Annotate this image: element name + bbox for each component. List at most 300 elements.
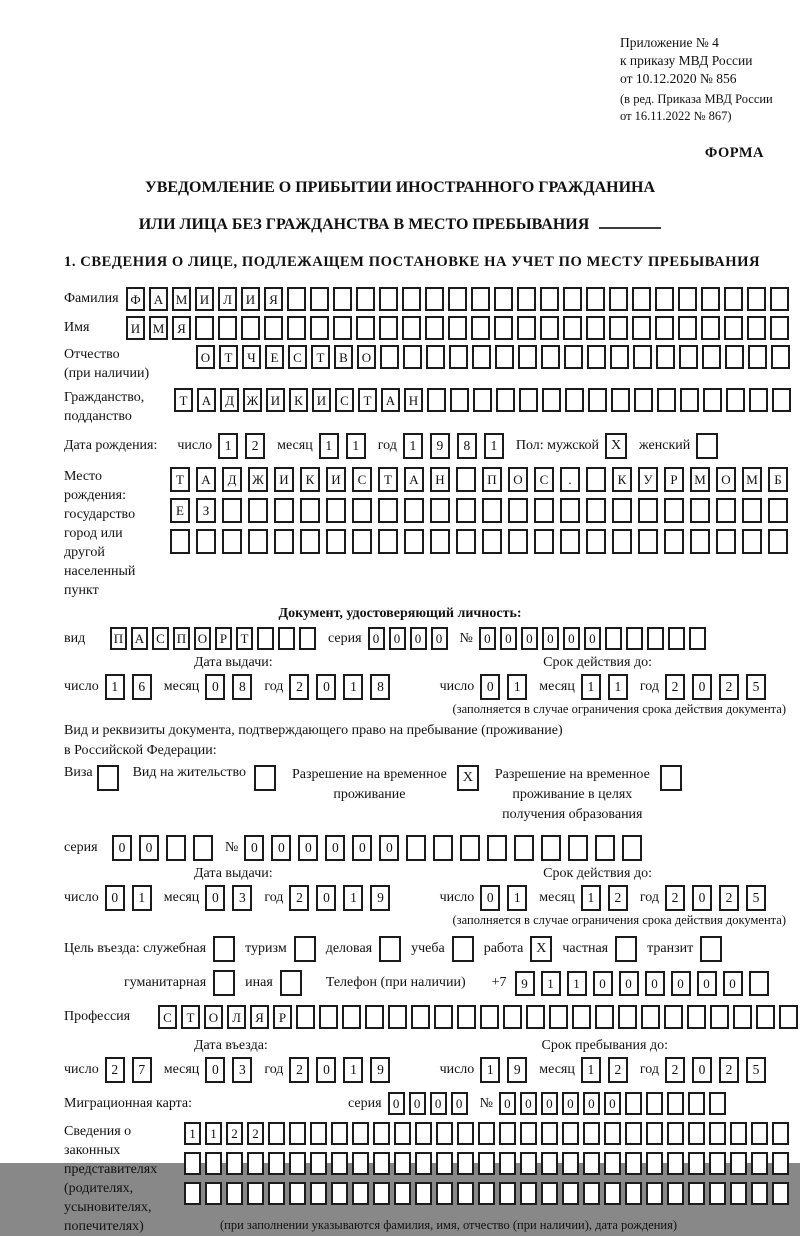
char-cell[interactable]: 0	[431, 627, 448, 650]
char-cell[interactable]: Ч	[242, 345, 261, 369]
char-cell[interactable]	[472, 345, 491, 369]
char-cell[interactable]	[632, 287, 651, 311]
purpose-official-checkbox[interactable]	[213, 936, 235, 962]
char-cell[interactable]: 0	[139, 835, 159, 861]
char-cell[interactable]: Я	[250, 1005, 269, 1029]
char-cell[interactable]	[494, 287, 513, 311]
char-cell[interactable]	[689, 627, 706, 650]
char-cell[interactable]: 0	[593, 971, 613, 996]
char-cell[interactable]: 0	[389, 627, 406, 650]
id-expiry-month[interactable]	[581, 674, 628, 700]
char-cell[interactable]: 8	[457, 433, 477, 459]
char-cell[interactable]: 2	[245, 433, 265, 459]
char-cell[interactable]	[184, 1152, 201, 1175]
char-cell[interactable]	[612, 529, 632, 554]
birthplace-field-row3[interactable]	[170, 529, 788, 554]
char-cell[interactable]	[457, 1122, 474, 1145]
char-cell[interactable]	[222, 529, 242, 554]
char-cell[interactable]	[604, 1122, 621, 1145]
char-cell[interactable]: 0	[520, 1092, 537, 1115]
char-cell[interactable]: Л	[218, 287, 237, 311]
char-cell[interactable]	[426, 345, 445, 369]
char-cell[interactable]	[583, 1122, 600, 1145]
char-cell[interactable]	[586, 316, 605, 340]
char-cell[interactable]: С	[288, 345, 307, 369]
char-cell[interactable]: 2	[289, 674, 309, 700]
char-cell[interactable]	[749, 971, 769, 996]
char-cell[interactable]: 0	[671, 971, 691, 996]
char-cell[interactable]: 0	[205, 1057, 225, 1083]
char-cell[interactable]: 0	[480, 674, 500, 700]
char-cell[interactable]: 0	[244, 835, 264, 861]
char-cell[interactable]	[404, 529, 424, 554]
char-cell[interactable]: 1	[403, 433, 423, 459]
char-cell[interactable]: .	[560, 467, 580, 492]
char-cell[interactable]	[379, 287, 398, 311]
char-cell[interactable]: А	[197, 388, 216, 412]
migcard-number-field[interactable]	[499, 1092, 726, 1115]
char-cell[interactable]: 1	[608, 674, 628, 700]
char-cell[interactable]	[456, 529, 476, 554]
char-cell[interactable]: Т	[219, 345, 238, 369]
char-cell[interactable]	[772, 1152, 789, 1175]
purpose-other-checkbox[interactable]	[280, 970, 302, 996]
char-cell[interactable]	[310, 316, 329, 340]
char-cell[interactable]: М	[690, 467, 710, 492]
char-cell[interactable]: Е	[265, 345, 284, 369]
char-cell[interactable]	[656, 345, 675, 369]
char-cell[interactable]: 2	[289, 1057, 309, 1083]
char-cell[interactable]: 0	[205, 674, 225, 700]
char-cell[interactable]: X	[530, 936, 552, 962]
birthplace-field-row1[interactable]	[170, 467, 788, 492]
char-cell[interactable]: 1	[484, 433, 504, 459]
char-cell[interactable]: 0	[692, 674, 712, 700]
char-cell[interactable]	[331, 1182, 348, 1205]
char-cell[interactable]: И	[241, 287, 260, 311]
char-cell[interactable]	[610, 345, 629, 369]
char-cell[interactable]	[730, 1152, 747, 1175]
char-cell[interactable]: 0	[583, 1092, 600, 1115]
char-cell[interactable]	[380, 345, 399, 369]
entry-year[interactable]	[289, 1057, 390, 1083]
char-cell[interactable]	[218, 316, 237, 340]
char-cell[interactable]	[482, 529, 502, 554]
char-cell[interactable]	[641, 1005, 660, 1029]
char-cell[interactable]: 0	[500, 627, 517, 650]
char-cell[interactable]	[625, 1182, 642, 1205]
char-cell[interactable]	[742, 529, 762, 554]
char-cell[interactable]: 9	[370, 885, 390, 911]
char-cell[interactable]	[588, 388, 607, 412]
char-cell[interactable]	[427, 388, 446, 412]
char-cell[interactable]	[696, 433, 718, 459]
doc-type-field[interactable]	[110, 627, 316, 650]
char-cell[interactable]	[771, 345, 790, 369]
char-cell[interactable]	[542, 388, 561, 412]
char-cell[interactable]: 1	[218, 433, 238, 459]
purpose-transit-checkbox[interactable]	[700, 936, 722, 962]
char-cell[interactable]: П	[110, 627, 127, 650]
char-cell[interactable]	[730, 1182, 747, 1205]
char-cell[interactable]: 1	[343, 1057, 363, 1083]
char-cell[interactable]: 0	[584, 627, 601, 650]
stay-year[interactable]	[665, 1057, 766, 1083]
char-cell[interactable]: Д	[222, 467, 242, 492]
temp-residence-checkbox[interactable]	[457, 765, 479, 791]
char-cell[interactable]	[299, 627, 316, 650]
char-cell[interactable]	[331, 1152, 348, 1175]
char-cell[interactable]: К	[612, 467, 632, 492]
char-cell[interactable]	[611, 388, 630, 412]
char-cell[interactable]	[626, 627, 643, 650]
char-cell[interactable]	[660, 765, 682, 791]
char-cell[interactable]	[499, 1182, 516, 1205]
char-cell[interactable]	[632, 316, 651, 340]
char-cell[interactable]	[541, 1182, 558, 1205]
char-cell[interactable]: Ф	[126, 287, 145, 311]
id-issue-month[interactable]	[205, 674, 252, 700]
char-cell[interactable]	[770, 316, 789, 340]
permit-issue-month[interactable]	[205, 885, 252, 911]
surname-field[interactable]	[126, 287, 789, 311]
char-cell[interactable]: 0	[604, 1092, 621, 1115]
char-cell[interactable]: 3	[232, 1057, 252, 1083]
char-cell[interactable]: Р	[215, 627, 232, 650]
char-cell[interactable]	[701, 316, 720, 340]
char-cell[interactable]	[604, 1182, 621, 1205]
purpose-work-checkbox[interactable]	[530, 936, 552, 962]
char-cell[interactable]	[751, 1122, 768, 1145]
char-cell[interactable]	[749, 388, 768, 412]
char-cell[interactable]	[709, 1092, 726, 1115]
permit-expiry-month[interactable]	[581, 885, 628, 911]
char-cell[interactable]: 1	[567, 971, 587, 996]
representatives-field-row2[interactable]	[184, 1152, 789, 1175]
char-cell[interactable]: 0	[388, 1092, 405, 1115]
char-cell[interactable]: 0	[563, 627, 580, 650]
representatives-field-row3[interactable]	[184, 1182, 789, 1205]
char-cell[interactable]	[268, 1122, 285, 1145]
char-cell[interactable]	[274, 529, 294, 554]
stay-day[interactable]	[480, 1057, 527, 1083]
char-cell[interactable]: 2	[719, 885, 739, 911]
char-cell[interactable]	[549, 1005, 568, 1029]
sex-female-checkbox[interactable]	[696, 433, 718, 459]
char-cell[interactable]: 2	[226, 1122, 243, 1145]
char-cell[interactable]: 1	[480, 1057, 500, 1083]
char-cell[interactable]: 1	[105, 674, 125, 700]
char-cell[interactable]	[508, 498, 528, 523]
char-cell[interactable]: О	[508, 467, 528, 492]
char-cell[interactable]	[725, 345, 744, 369]
char-cell[interactable]: А	[131, 627, 148, 650]
char-cell[interactable]	[664, 529, 684, 554]
permit-series-field[interactable]	[112, 835, 213, 861]
char-cell[interactable]	[480, 1005, 499, 1029]
char-cell[interactable]	[310, 287, 329, 311]
char-cell[interactable]	[622, 835, 642, 861]
permit-number-field[interactable]	[244, 835, 642, 861]
purpose-business-checkbox[interactable]	[379, 936, 401, 962]
char-cell[interactable]	[226, 1182, 243, 1205]
char-cell[interactable]: 0	[410, 627, 427, 650]
char-cell[interactable]	[586, 529, 606, 554]
char-cell[interactable]	[508, 529, 528, 554]
char-cell[interactable]: 0	[645, 971, 665, 996]
char-cell[interactable]	[747, 287, 766, 311]
char-cell[interactable]	[517, 316, 536, 340]
char-cell[interactable]	[687, 1005, 706, 1029]
char-cell[interactable]	[562, 1182, 579, 1205]
char-cell[interactable]: 5	[746, 885, 766, 911]
purpose-study-checkbox[interactable]	[452, 936, 474, 962]
char-cell[interactable]	[300, 529, 320, 554]
char-cell[interactable]: Т	[358, 388, 377, 412]
char-cell[interactable]	[562, 1152, 579, 1175]
char-cell[interactable]	[310, 1152, 327, 1175]
char-cell[interactable]	[563, 316, 582, 340]
char-cell[interactable]	[378, 529, 398, 554]
char-cell[interactable]: 9	[430, 433, 450, 459]
char-cell[interactable]	[657, 388, 676, 412]
char-cell[interactable]	[333, 316, 352, 340]
citizenship-field[interactable]	[174, 388, 791, 412]
char-cell[interactable]	[726, 388, 745, 412]
char-cell[interactable]	[519, 388, 538, 412]
char-cell[interactable]	[402, 316, 421, 340]
char-cell[interactable]	[247, 1152, 264, 1175]
char-cell[interactable]	[634, 388, 653, 412]
char-cell[interactable]	[625, 1122, 642, 1145]
char-cell[interactable]	[534, 529, 554, 554]
doc-number-field[interactable]	[479, 627, 706, 650]
char-cell[interactable]: 0	[368, 627, 385, 650]
char-cell[interactable]	[473, 388, 492, 412]
char-cell[interactable]: 1	[343, 674, 363, 700]
char-cell[interactable]: Н	[404, 388, 423, 412]
char-cell[interactable]	[772, 1122, 789, 1145]
char-cell[interactable]: 1	[319, 433, 339, 459]
char-cell[interactable]	[568, 835, 588, 861]
char-cell[interactable]	[646, 1122, 663, 1145]
char-cell[interactable]	[625, 1092, 642, 1115]
char-cell[interactable]	[425, 316, 444, 340]
char-cell[interactable]: М	[149, 316, 168, 340]
purpose-humanitarian-checkbox[interactable]	[213, 970, 235, 996]
char-cell[interactable]	[679, 345, 698, 369]
char-cell[interactable]	[503, 1005, 522, 1029]
char-cell[interactable]: 0	[480, 885, 500, 911]
char-cell[interactable]: Л	[227, 1005, 246, 1029]
patronymic-field[interactable]	[196, 345, 790, 369]
char-cell[interactable]	[514, 835, 534, 861]
char-cell[interactable]: 9	[370, 1057, 390, 1083]
char-cell[interactable]	[668, 627, 685, 650]
char-cell[interactable]	[688, 1122, 705, 1145]
char-cell[interactable]	[264, 316, 283, 340]
char-cell[interactable]: X	[457, 765, 479, 791]
char-cell[interactable]	[701, 287, 720, 311]
char-cell[interactable]	[710, 1005, 729, 1029]
char-cell[interactable]: 0	[409, 1092, 426, 1115]
char-cell[interactable]	[625, 1152, 642, 1175]
char-cell[interactable]	[257, 627, 274, 650]
char-cell[interactable]	[633, 345, 652, 369]
char-cell[interactable]: 0	[542, 627, 559, 650]
char-cell[interactable]	[326, 529, 346, 554]
char-cell[interactable]	[756, 1005, 775, 1029]
char-cell[interactable]: 0	[697, 971, 717, 996]
char-cell[interactable]: Т	[174, 388, 193, 412]
char-cell[interactable]	[394, 1182, 411, 1205]
char-cell[interactable]	[587, 345, 606, 369]
char-cell[interactable]	[170, 529, 190, 554]
char-cell[interactable]	[404, 498, 424, 523]
char-cell[interactable]	[541, 835, 561, 861]
char-cell[interactable]: X	[605, 433, 627, 459]
char-cell[interactable]: Т	[378, 467, 398, 492]
char-cell[interactable]: 0	[499, 1092, 516, 1115]
char-cell[interactable]	[779, 1005, 798, 1029]
char-cell[interactable]	[226, 1152, 243, 1175]
char-cell[interactable]	[520, 1182, 537, 1205]
char-cell[interactable]	[342, 1005, 361, 1029]
char-cell[interactable]	[433, 835, 453, 861]
char-cell[interactable]	[572, 1005, 591, 1029]
char-cell[interactable]	[373, 1152, 390, 1175]
char-cell[interactable]: 0	[692, 885, 712, 911]
char-cell[interactable]	[333, 287, 352, 311]
char-cell[interactable]	[709, 1182, 726, 1205]
char-cell[interactable]	[618, 1005, 637, 1029]
residence-permit-checkbox[interactable]	[254, 765, 276, 791]
char-cell[interactable]: И	[274, 467, 294, 492]
char-cell[interactable]: 7	[132, 1057, 152, 1083]
char-cell[interactable]: 2	[289, 885, 309, 911]
char-cell[interactable]	[326, 498, 346, 523]
permit-issue-year[interactable]	[289, 885, 390, 911]
char-cell[interactable]	[688, 1152, 705, 1175]
char-cell[interactable]: А	[381, 388, 400, 412]
char-cell[interactable]	[655, 287, 674, 311]
char-cell[interactable]: Т	[311, 345, 330, 369]
char-cell[interactable]	[403, 345, 422, 369]
char-cell[interactable]	[310, 1122, 327, 1145]
char-cell[interactable]	[703, 388, 722, 412]
char-cell[interactable]	[300, 498, 320, 523]
char-cell[interactable]	[452, 936, 474, 962]
char-cell[interactable]	[730, 1122, 747, 1145]
char-cell[interactable]: Я	[172, 316, 191, 340]
char-cell[interactable]: 0	[352, 835, 372, 861]
char-cell[interactable]	[562, 1122, 579, 1145]
char-cell[interactable]	[241, 316, 260, 340]
char-cell[interactable]: А	[404, 467, 424, 492]
char-cell[interactable]	[565, 388, 584, 412]
char-cell[interactable]	[365, 1005, 384, 1029]
char-cell[interactable]	[541, 1122, 558, 1145]
char-cell[interactable]	[310, 1182, 327, 1205]
char-cell[interactable]	[499, 1122, 516, 1145]
char-cell[interactable]	[586, 498, 606, 523]
char-cell[interactable]	[402, 287, 421, 311]
char-cell[interactable]	[213, 936, 235, 962]
char-cell[interactable]	[517, 287, 536, 311]
profession-field[interactable]	[158, 1005, 798, 1029]
char-cell[interactable]	[287, 316, 306, 340]
char-cell[interactable]: Е	[170, 498, 190, 523]
char-cell[interactable]: 9	[515, 971, 535, 996]
char-cell[interactable]	[289, 1182, 306, 1205]
char-cell[interactable]	[436, 1122, 453, 1145]
char-cell[interactable]	[378, 498, 398, 523]
entry-month[interactable]	[205, 1057, 252, 1083]
char-cell[interactable]	[609, 287, 628, 311]
char-cell[interactable]: 2	[719, 1057, 739, 1083]
char-cell[interactable]	[394, 1122, 411, 1145]
char-cell[interactable]: О	[716, 467, 736, 492]
char-cell[interactable]	[615, 936, 637, 962]
char-cell[interactable]	[352, 529, 372, 554]
char-cell[interactable]: З	[196, 498, 216, 523]
char-cell[interactable]	[605, 627, 622, 650]
char-cell[interactable]	[540, 287, 559, 311]
char-cell[interactable]: А	[196, 467, 216, 492]
id-expiry-day[interactable]	[480, 674, 527, 700]
char-cell[interactable]	[331, 1122, 348, 1145]
char-cell[interactable]	[450, 388, 469, 412]
char-cell[interactable]: 1	[581, 674, 601, 700]
char-cell[interactable]	[448, 316, 467, 340]
char-cell[interactable]	[541, 1152, 558, 1175]
char-cell[interactable]	[430, 498, 450, 523]
char-cell[interactable]	[478, 1122, 495, 1145]
char-cell[interactable]: М	[172, 287, 191, 311]
char-cell[interactable]: 2	[247, 1122, 264, 1145]
char-cell[interactable]	[254, 765, 276, 791]
char-cell[interactable]	[482, 498, 502, 523]
char-cell[interactable]	[205, 1152, 222, 1175]
char-cell[interactable]	[638, 529, 658, 554]
char-cell[interactable]	[280, 970, 302, 996]
char-cell[interactable]: 2	[665, 674, 685, 700]
char-cell[interactable]	[709, 1122, 726, 1145]
char-cell[interactable]	[667, 1152, 684, 1175]
char-cell[interactable]	[604, 1152, 621, 1175]
char-cell[interactable]: 1	[541, 971, 561, 996]
char-cell[interactable]	[724, 316, 743, 340]
char-cell[interactable]: 0	[112, 835, 132, 861]
char-cell[interactable]: К	[289, 388, 308, 412]
char-cell[interactable]: С	[158, 1005, 177, 1029]
char-cell[interactable]	[646, 1182, 663, 1205]
sex-male-checkbox[interactable]	[605, 433, 627, 459]
char-cell[interactable]	[287, 287, 306, 311]
char-cell[interactable]	[487, 835, 507, 861]
char-cell[interactable]	[205, 1182, 222, 1205]
char-cell[interactable]	[564, 345, 583, 369]
char-cell[interactable]: 9	[507, 1057, 527, 1083]
char-cell[interactable]	[733, 1005, 752, 1029]
char-cell[interactable]: А	[149, 287, 168, 311]
stay-month[interactable]	[581, 1057, 628, 1083]
char-cell[interactable]: 0	[619, 971, 639, 996]
char-cell[interactable]	[434, 1005, 453, 1029]
char-cell[interactable]	[388, 1005, 407, 1029]
migcard-series-field[interactable]	[388, 1092, 468, 1115]
char-cell[interactable]	[379, 936, 401, 962]
